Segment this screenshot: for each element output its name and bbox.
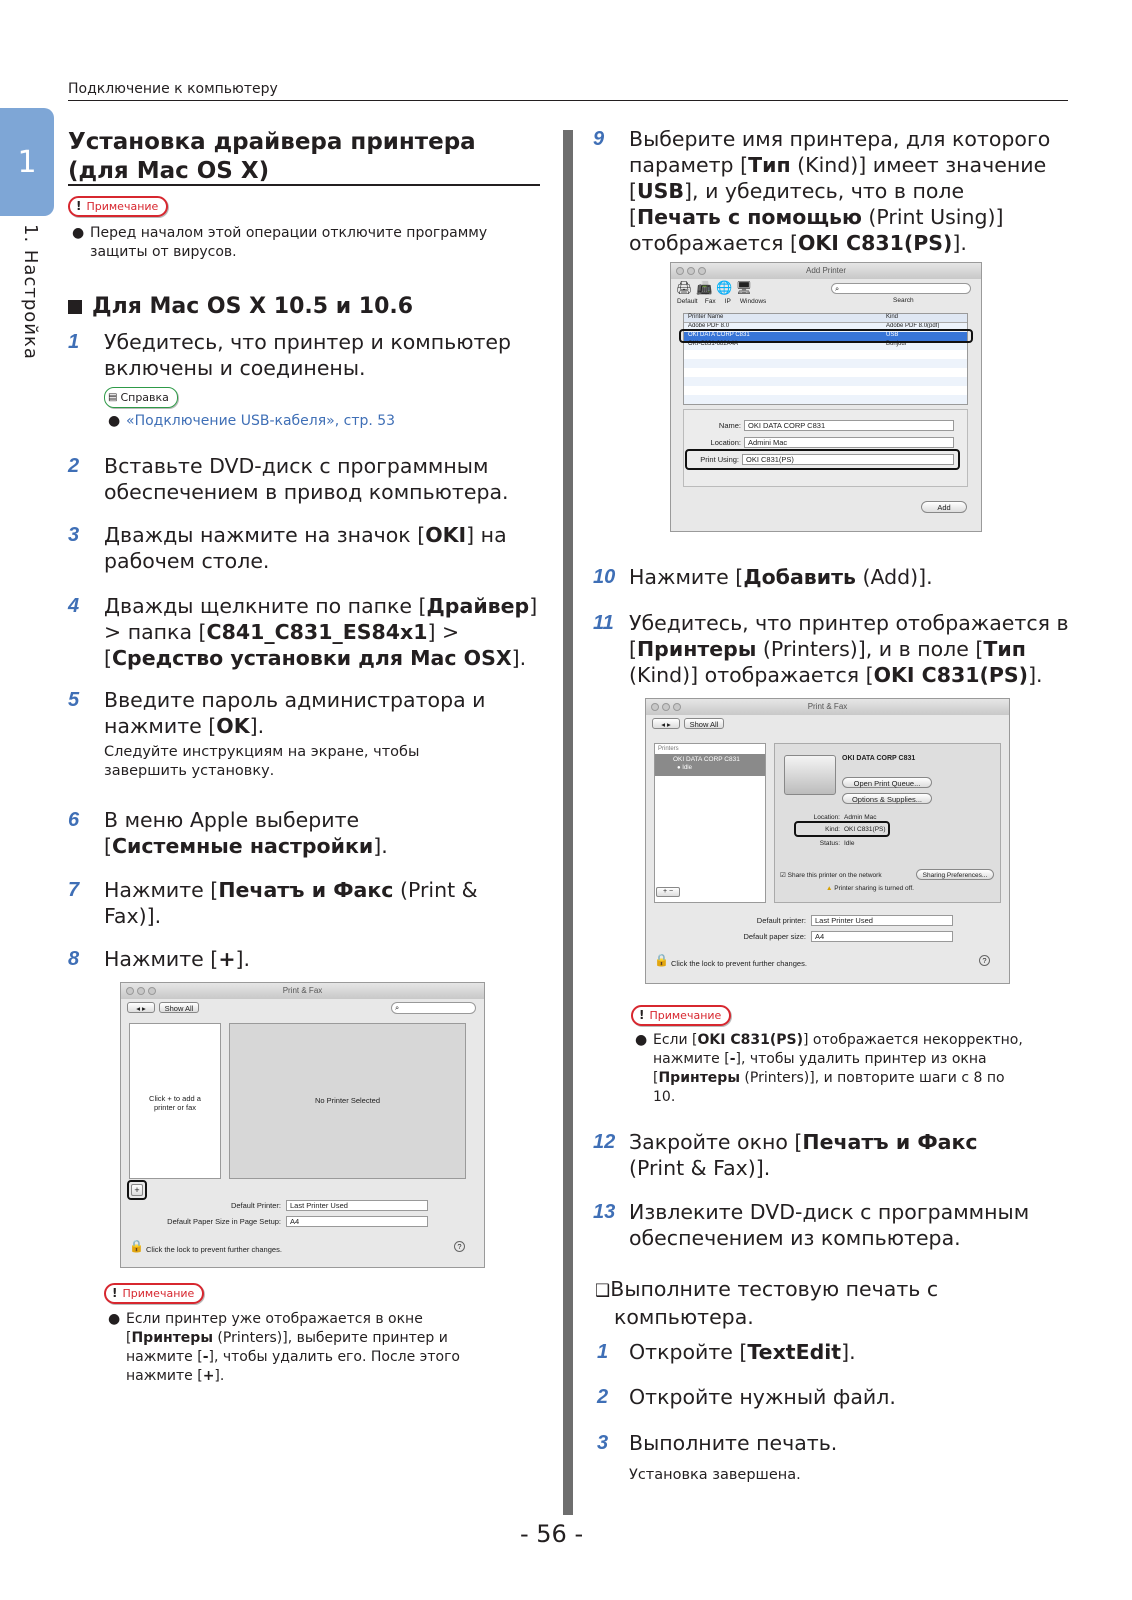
default-printer-label: Default printer:: [756, 916, 806, 925]
search-icon: ⌕: [831, 283, 971, 294]
square-bullet-icon: [68, 300, 82, 314]
t: > папка [: [104, 620, 207, 644]
note-item: [108, 1310, 546, 1386]
windows-icon: 🖥: [735, 280, 753, 295]
lock-text: Click the lock to prevent further changes.: [146, 1245, 282, 1254]
note-label: Примечание: [649, 1009, 722, 1022]
page-number: - 56 -: [520, 1520, 584, 1548]
t: OKI C831(PS): [873, 663, 1029, 687]
step-text: [104, 687, 485, 739]
t: [: [104, 646, 112, 670]
window-controls: [651, 703, 681, 711]
t: (Kind)] отображается [: [629, 663, 874, 687]
step-number: 3: [597, 1432, 609, 1454]
t: Нажмите [: [104, 878, 219, 902]
add-printer-screenshot: [670, 262, 982, 532]
subheading: [68, 294, 413, 319]
t: [126, 1348, 546, 1367]
location-value: Admin Mac: [844, 814, 877, 821]
t: Принтеры: [637, 637, 757, 661]
step-number: 2: [68, 455, 80, 477]
location-field: Admini Mac: [744, 437, 954, 448]
highlight-box: [127, 1180, 147, 1200]
open-queue-button: Open Print Queue...: [842, 777, 932, 788]
t: Выберите имя принтера, для которого: [629, 127, 1051, 151]
zoom-dot-icon: [698, 267, 706, 275]
back-forward-icon: ◂ ▸: [127, 1002, 155, 1013]
step-line: рабочем столе.: [104, 549, 270, 573]
t: OKI C831(PS): [797, 231, 953, 255]
step-text: [104, 522, 507, 574]
t: Добавить: [743, 565, 856, 589]
paper-size-select: A4: [286, 1216, 428, 1227]
t: Откройте [: [629, 1340, 748, 1364]
t: Если принтер уже отображается в окне: [126, 1311, 423, 1327]
t: [653, 1031, 1078, 1050]
kind-label: Kind:: [825, 826, 840, 833]
t: Принтеры: [658, 1070, 740, 1086]
printer-icon: [784, 755, 836, 795]
step-text: [104, 329, 511, 381]
t: Выполните тестовую печать с: [610, 1277, 939, 1301]
step-number: 5: [68, 689, 80, 711]
note-item: [72, 224, 540, 262]
t: ] >: [427, 620, 460, 644]
usb-cable-link[interactable]: [108, 413, 396, 429]
highlight-box: [794, 821, 890, 837]
table-cell: Adobe PDF 8.0(pdf): [886, 323, 940, 328]
t: ] на: [466, 523, 507, 547]
t: ]: [529, 594, 538, 618]
t: Тип: [983, 637, 1026, 661]
step-line: обеспечением в привод компьютера.: [104, 480, 509, 504]
highlight-box: [685, 449, 960, 470]
t: (Printers)], выберите принтер и: [212, 1330, 448, 1346]
subheading-text: Для Mac OS X 10.5 и 10.6: [92, 294, 414, 319]
paper-size-label: Default Paper Size in Page Setup:: [167, 1217, 281, 1226]
chapter-label: 1. Настройка: [20, 224, 41, 360]
t: [595, 1276, 938, 1304]
section-title: [68, 128, 540, 186]
note-label: Примечание: [122, 1287, 195, 1300]
step-line: [104, 713, 485, 739]
t: нажмите [: [104, 714, 217, 738]
test-print-item: [595, 1276, 938, 1330]
step-number: 13: [593, 1201, 616, 1223]
note-badge: [68, 196, 168, 217]
step-text: Выполните печать.: [629, 1431, 838, 1455]
t: нажмите [: [126, 1349, 203, 1365]
lock-text: Click the lock to prevent further changes.: [671, 959, 807, 968]
reference-badge: [104, 387, 178, 408]
close-dot-icon: [126, 987, 134, 995]
t: ].: [214, 1368, 225, 1384]
step-text: [629, 610, 1074, 688]
location-label: Location:: [710, 438, 741, 447]
t: Закройте окно [: [629, 1130, 803, 1154]
search-icon: ⌕: [391, 1002, 476, 1014]
help-icon: ?: [979, 955, 990, 966]
ref-label: Справка: [120, 391, 169, 404]
column-divider: [563, 130, 573, 1515]
section-title-line2: (для Mac OS X): [68, 158, 270, 184]
step-line: В меню Apple выберите: [104, 808, 360, 832]
link-text[interactable]: «Подключение USB-кабеля», стр. 53: [126, 413, 396, 429]
t: параметр [: [629, 153, 749, 177]
table-row: OKI DATA CORP C831: [688, 332, 750, 338]
printer-item-status: ● Idle: [677, 765, 692, 771]
section-rule: [68, 184, 540, 186]
t: [: [653, 1070, 659, 1086]
bullet-icon: ●: [635, 1032, 648, 1048]
step-text: [629, 126, 1069, 256]
add-button: Add: [921, 501, 967, 513]
t: Fax: [704, 298, 716, 305]
share-checkbox: ☑ Share this printer on the network: [780, 872, 882, 879]
t: компьютера.: [614, 1305, 754, 1329]
table-header: [684, 314, 967, 323]
step-text: [104, 593, 544, 671]
t: OKI C831(PS): [697, 1032, 803, 1048]
show-all-button: Show All: [159, 1002, 199, 1013]
printer-table: [683, 313, 968, 405]
t: ], чтобы удалить принтер из окна: [735, 1051, 987, 1067]
t: (Print Using)]: [861, 205, 1004, 229]
step-number: 2: [597, 1386, 609, 1408]
step-line: Fax)].: [104, 904, 162, 928]
header-rule: [68, 100, 1068, 101]
lock-icon: 🔒: [654, 953, 669, 967]
step-line: Введите пароль администратора и: [104, 688, 486, 712]
t: printer or fax: [153, 1103, 197, 1112]
location-label: Location:: [813, 814, 840, 821]
exclamation-icon: !: [112, 1286, 118, 1300]
t: [629, 178, 1069, 204]
t: OK: [216, 714, 250, 738]
chapter-tab: [0, 108, 54, 216]
print-fax-added-screenshot: [645, 698, 1010, 984]
options-button: Options & Supplies...: [842, 793, 932, 804]
sharing-prefs-button: Sharing Preferences...: [916, 869, 994, 880]
step-number: 12: [593, 1131, 616, 1153]
search-label: Search: [893, 297, 914, 304]
t: ] отображается некорректно,: [803, 1032, 1023, 1048]
print-using-select: OKI C831(PS): [742, 454, 954, 465]
col-kind: Kind: [886, 314, 899, 320]
t: TextEdit: [747, 1340, 842, 1364]
t: Printer sharing is turned off.: [834, 885, 914, 892]
t: +: [218, 947, 236, 971]
step-line: [104, 593, 544, 619]
note-badge: [631, 1005, 731, 1026]
t: [: [629, 179, 637, 203]
no-printer-text: No Printer Selected: [314, 1096, 381, 1105]
t: Дважды щелкните по папке [: [104, 594, 427, 618]
status-label: Status:: [819, 840, 840, 847]
step-line: включены и соединены.: [104, 356, 366, 380]
t: Дважды нажмите на значок [: [104, 523, 426, 547]
printer-item-name: OKI DATA CORP C831: [673, 756, 740, 763]
fax-icon: 📠: [696, 280, 713, 295]
note-text: защиты от вирусов.: [90, 244, 237, 260]
step-line: [104, 522, 507, 548]
empty-list-text: [130, 1094, 220, 1112]
print-fax-screenshot: [120, 982, 485, 1268]
t: Печать с помощью: [637, 205, 862, 229]
step-number: 9: [593, 128, 605, 150]
t: [629, 230, 1069, 256]
exclamation-icon: !: [639, 1008, 645, 1022]
note-item: [635, 1031, 1078, 1107]
toolbar-labels: [677, 298, 766, 305]
table-cell: USB: [886, 332, 899, 338]
toolbar-icons: [676, 280, 752, 296]
highlight-box: [679, 329, 973, 343]
t: Тип: [748, 153, 791, 177]
window-titlebar: Print & Fax: [121, 983, 484, 999]
step-line: [104, 877, 478, 903]
warning-icon: ▲: [826, 885, 833, 892]
t: -: [729, 1051, 736, 1067]
details-pane: [229, 1023, 466, 1179]
default-printer-select: Last Printer Used: [286, 1200, 428, 1211]
t: [629, 1129, 978, 1155]
step-line: Убедитесь, что принтер и компьютер: [104, 330, 512, 354]
t: [: [104, 834, 112, 858]
bullet-icon: ●: [108, 1311, 121, 1327]
t: отображается [: [629, 231, 798, 255]
t: (Kind)] имеет значение: [790, 153, 1047, 177]
t: Нажмите [: [104, 947, 219, 971]
t: [629, 204, 1069, 230]
step-line: Вставьте DVD-диск с программным: [104, 454, 489, 478]
t: (Print &: [393, 878, 478, 902]
t: ].: [235, 947, 251, 971]
window-controls: [676, 267, 706, 275]
t: Click + to add a: [149, 1094, 201, 1103]
step-line: [104, 833, 388, 859]
completion-text: Установка завершена.: [629, 1467, 801, 1483]
t: Windows: [739, 298, 767, 305]
paper-size-label: Default paper size:: [743, 932, 806, 941]
step-text: [104, 877, 478, 929]
t: Убедитесь, что принтер отображается в: [629, 611, 1069, 635]
t: C841_C831_ES84x1: [206, 620, 428, 644]
step-text: [629, 1129, 978, 1181]
step-text: [629, 1339, 856, 1365]
t: 10.: [653, 1089, 676, 1105]
step-number: 4: [68, 595, 80, 617]
print-using-label: Print Using:: [700, 455, 739, 464]
t: ], чтобы удалить его. После этого: [208, 1349, 461, 1365]
col-name: Printer Name: [688, 314, 724, 320]
t: обеспечением из компьютера.: [629, 1226, 961, 1250]
kind-value: OKI C831(PS): [844, 826, 886, 833]
t: Системные настройки: [112, 834, 374, 858]
table-row: Adobe PDF 8.0: [688, 323, 730, 328]
t: (Printers)], и в поле [: [756, 637, 984, 661]
bullet-icon: ●: [108, 413, 121, 429]
step-text: [104, 946, 250, 972]
step-number: 11: [593, 612, 614, 634]
t: +: [202, 1368, 215, 1384]
table-cell: Bonjour: [886, 341, 907, 347]
zoom-dot-icon: [148, 987, 156, 995]
step-line: [104, 619, 544, 645]
note-text: Перед началом этой операции отключите программу: [90, 225, 488, 241]
t: [653, 1050, 1078, 1069]
t: -: [202, 1349, 209, 1365]
printer-list: [654, 743, 766, 903]
step-number: 7: [68, 879, 80, 901]
step-number: 1: [597, 1341, 609, 1363]
t: ].: [249, 714, 265, 738]
t: нажмите [: [653, 1051, 730, 1067]
step-subtext: [104, 743, 419, 781]
step-number: 6: [68, 809, 80, 831]
book-icon: ▤: [108, 392, 118, 403]
name-label: Name:: [718, 421, 741, 430]
step-text: Откройте нужный файл.: [629, 1385, 896, 1409]
step-number: 1: [68, 331, 80, 353]
lock-icon: 🔒: [129, 1239, 144, 1253]
t: ], и убедитесь, что в поле: [684, 179, 965, 203]
step-number: 3: [68, 524, 80, 546]
t: IP: [724, 298, 731, 305]
t: [: [629, 637, 637, 661]
t: ].: [373, 834, 388, 858]
t: нажмите [: [126, 1368, 203, 1384]
help-icon: ?: [454, 1241, 465, 1252]
status-value: Idle: [844, 840, 855, 847]
t: Драйвер: [426, 594, 530, 618]
add-remove-icon: + −: [656, 887, 680, 897]
step-text: [104, 453, 509, 505]
t: [126, 1367, 546, 1386]
step-line: [104, 645, 544, 671]
step-number: 10: [593, 566, 616, 588]
exclamation-icon: !: [76, 199, 82, 213]
t: [629, 636, 1074, 662]
step-text: [629, 1199, 1029, 1251]
show-all-button: Show All: [684, 718, 724, 729]
ip-globe-icon: 🌐: [715, 280, 733, 295]
t: Share this printer on the network: [787, 872, 882, 879]
t: [: [126, 1330, 132, 1346]
close-dot-icon: [651, 703, 659, 711]
section-title-line1: Установка драйвера принтера: [68, 129, 476, 155]
chapter-number: 1: [17, 144, 37, 180]
t: [126, 1329, 546, 1348]
sharing-warning: [826, 885, 914, 892]
window-titlebar: Print & Fax: [646, 699, 1009, 715]
t: ].: [511, 646, 527, 670]
t: [: [629, 205, 637, 229]
t: завершить установку.: [104, 763, 275, 779]
close-dot-icon: [676, 267, 684, 275]
window-titlebar: Add Printer: [671, 263, 981, 279]
t: Печатъ и Факс: [218, 878, 394, 902]
add-printer-icon: +: [131, 1184, 143, 1196]
printer-name: OKI DATA CORP C831: [842, 755, 916, 762]
minimize-dot-icon: [662, 703, 670, 711]
t: [629, 152, 1069, 178]
back-forward-icon: ◂ ▸: [652, 718, 680, 729]
default-printer-icon: 🖨: [676, 280, 693, 295]
t: Idle: [682, 765, 692, 771]
step-text: [629, 564, 933, 590]
printer-list: [129, 1023, 221, 1179]
t: Default: [677, 298, 698, 305]
window-controls: [126, 987, 156, 995]
note-badge: [104, 1283, 204, 1304]
t: ].: [1028, 663, 1043, 687]
bullet-icon: ●: [72, 225, 85, 241]
t: ].: [841, 1340, 856, 1364]
printers-label: Printers: [658, 746, 679, 752]
checkbox-icon: ❑: [595, 1281, 611, 1301]
note-label: Примечание: [86, 200, 159, 213]
t: Если [: [653, 1032, 698, 1048]
step-text: [104, 807, 388, 859]
t: Принтеры: [131, 1330, 213, 1346]
t: Печатъ и Факс: [802, 1130, 978, 1154]
paper-size-select: A4: [811, 931, 953, 942]
minimize-dot-icon: [137, 987, 145, 995]
t: (Add)].: [855, 565, 933, 589]
t: Следуйте инструкциям на экране, чтобы: [104, 744, 420, 760]
t: [629, 662, 1074, 688]
minimize-dot-icon: [687, 267, 695, 275]
t: [653, 1069, 1078, 1088]
running-header: Подключение к компьютеру: [68, 81, 278, 97]
table-row: OKI-C831-682A4A: [688, 341, 739, 347]
t: (Print & Fax)].: [629, 1156, 771, 1180]
default-printer-select: Last Printer Used: [811, 915, 953, 926]
t: Средство установки для Mac OSX: [112, 646, 512, 670]
name-field: OKI DATA CORP C831: [744, 420, 954, 431]
t: Нажмите [: [629, 565, 744, 589]
t: OKI: [425, 523, 467, 547]
default-printer-label: Default Printer:: [230, 1201, 281, 1210]
step-number: 8: [68, 948, 80, 970]
t: Извлеките DVD-диск с программным: [629, 1200, 1030, 1224]
t: (Printers)], и повторите шаги с 8 по: [739, 1070, 1005, 1086]
t: USB: [637, 179, 685, 203]
t: ].: [952, 231, 967, 255]
zoom-dot-icon: [673, 703, 681, 711]
